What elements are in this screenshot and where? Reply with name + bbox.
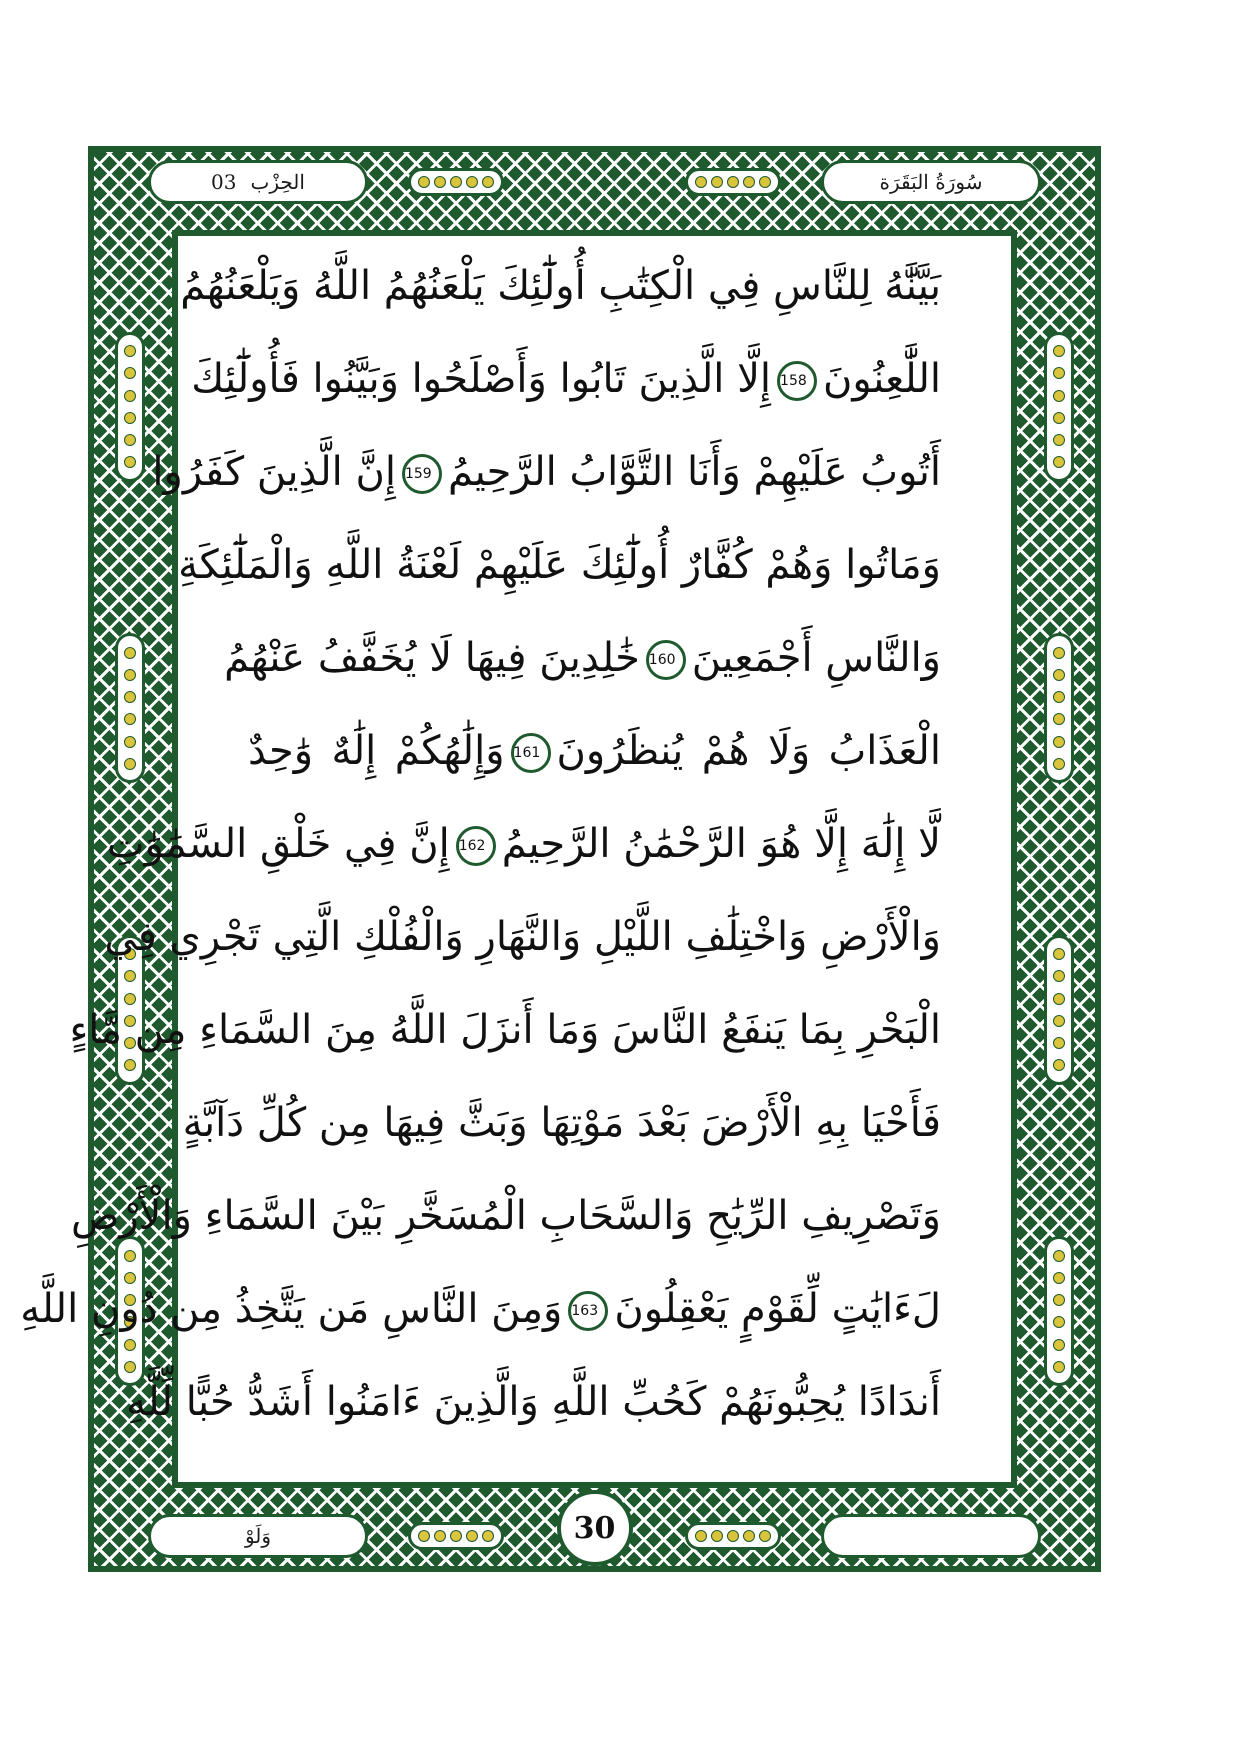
verse-text: الْعَذَابُ وَلَا هُمْ يُنظَرُونَ: [556, 728, 941, 774]
verse-line: [191, 339, 941, 419]
verse-line: [178, 525, 941, 605]
side-medallion: [1044, 935, 1074, 1085]
verse-text: وَمَاتُوا وَهُمْ كُفَّارٌ أُولَٰٓئِكَ عَلَيْهِمْ لَعْنَةُ اللَّهِ وَالْمَلَٰٓئِكَةِ: [178, 542, 941, 588]
verse-line: [20, 1269, 941, 1349]
verse-line: [69, 990, 941, 1070]
verse-line: [71, 1176, 941, 1256]
verse-text: أَتُوبُ عَلَيْهِمْ وَأَنَا التَّوَّابُ الرَّحِيمُ: [447, 449, 941, 495]
verse-text: إِلَّا الَّذِينَ تَابُوا وَأَصْلَحُوا وَبَيَّنُوا فَأُولَٰٓئِكَ: [191, 356, 772, 402]
footer-right-pill: [821, 1514, 1041, 1558]
verse-text: لَءَايَٰتٍ لِّقَوْمٍ يَعْقِلُونَ: [614, 1286, 941, 1332]
text-panel-border: [20, 230, 1017, 1488]
catchword: وَلَوْ: [244, 1524, 272, 1548]
verse-line: [180, 246, 941, 326]
right-ornament-column: [1031, 256, 1087, 1462]
page-frame: [20, 146, 1101, 1572]
catchword-pill: [148, 1514, 368, 1558]
verse-line: [182, 1083, 941, 1163]
verse-text: وَإِلَٰهُكُمْ إِلَٰهٌ وَٰحِدٌ: [248, 728, 505, 774]
verse-line: [126, 1362, 941, 1442]
side-medallion: [115, 332, 145, 482]
verse-text: وَالْأَرْضِ وَاخْتِلَٰفِ اللَّيْلِ وَالنَّهَارِ وَالْفُلْكِ الَّتِي تَجْرِي فِي: [104, 914, 941, 960]
verse-text: لَّا إِلَٰهَ إِلَّا هُوَ الرَّحْمَٰنُ الرَّحِيمُ: [501, 821, 941, 867]
verse-text: بَيَّنَّٰهُ لِلنَّاسِ فِي الْكِتَٰبِ أُولَٰٓئِكَ يَلْعَنُهُمُ اللَّهُ وَيَلْعَنُهُمُ: [180, 263, 941, 309]
hizb-number: 03: [211, 170, 237, 194]
ayah-number-marker: 162: [456, 826, 496, 866]
ayah-number-marker: 163: [568, 1291, 608, 1331]
verse-text: إِنَّ الَّذِينَ كَفَرُوا: [152, 449, 396, 495]
verse-text: إِنَّ فِي خَلْقِ السَّمَٰوَٰتِ: [106, 821, 450, 867]
side-medallion: [1044, 332, 1074, 482]
header-ornament-right: [685, 168, 781, 196]
header-ornament-left: [408, 168, 504, 196]
surah-name: سُورَةُ البَقَرَة: [879, 170, 983, 194]
page-number: 30: [557, 1490, 633, 1566]
verse-text: وَالنَّاسِ أَجْمَعِينَ: [691, 635, 941, 681]
verse-text: اللَّٰعِنُونَ: [823, 356, 941, 402]
hizb-label-pill: [148, 160, 368, 204]
side-medallion: [1044, 1236, 1074, 1386]
ayah-number-marker: 158: [777, 361, 817, 401]
surah-name-pill: [821, 160, 1041, 204]
verse-line: [224, 618, 941, 698]
text-panel: [20, 236, 1011, 1482]
verse-text: وَتَصْرِيفِ الرِّيَٰحِ وَالسَّحَابِ الْمُسَخَّرِ بَيْنَ السَّمَاءِ وَالْأَرْضِ: [71, 1193, 941, 1239]
verse-text: خَٰلِدِينَ فِيهَا لَا يُخَفَّفُ عَنْهُمُ: [224, 635, 640, 681]
verse-line: [152, 432, 941, 512]
side-medallion: [1044, 633, 1074, 783]
verse-line: [248, 711, 941, 791]
footer-ornament-right: [685, 1522, 781, 1550]
side-medallion: [115, 633, 145, 783]
ayah-number-marker: 160: [646, 640, 686, 680]
verse-line: [104, 897, 941, 977]
ayah-number-marker: 161: [511, 733, 551, 773]
ayah-number-marker: 159: [402, 454, 442, 494]
verse-text: وَمِنَ النَّاسِ مَن يَتَّخِذُ مِن دُونِ اللَّهِ: [20, 1286, 563, 1332]
footer-ornament-left: [408, 1522, 504, 1550]
verse-text: فَأَحْيَا بِهِ الْأَرْضَ بَعْدَ مَوْتِهَا وَبَثَّ فِيهَا مِن كُلِّ دَآبَّةٍ: [182, 1100, 941, 1146]
verse-text: الْبَحْرِ بِمَا يَنفَعُ النَّاسَ وَمَا أَنزَلَ اللَّهُ مِنَ السَّمَاءِ مِن مَّاءٍ: [69, 1007, 941, 1053]
verse-text: أَندَادًا يُحِبُّونَهُمْ كَحُبِّ اللَّهِ وَالَّذِينَ ءَامَنُوا أَشَدُّ حُبًّا لِّلَّهِ: [126, 1379, 941, 1425]
verse-line: [106, 804, 941, 884]
hizb-label: الحِزْب: [250, 170, 305, 194]
